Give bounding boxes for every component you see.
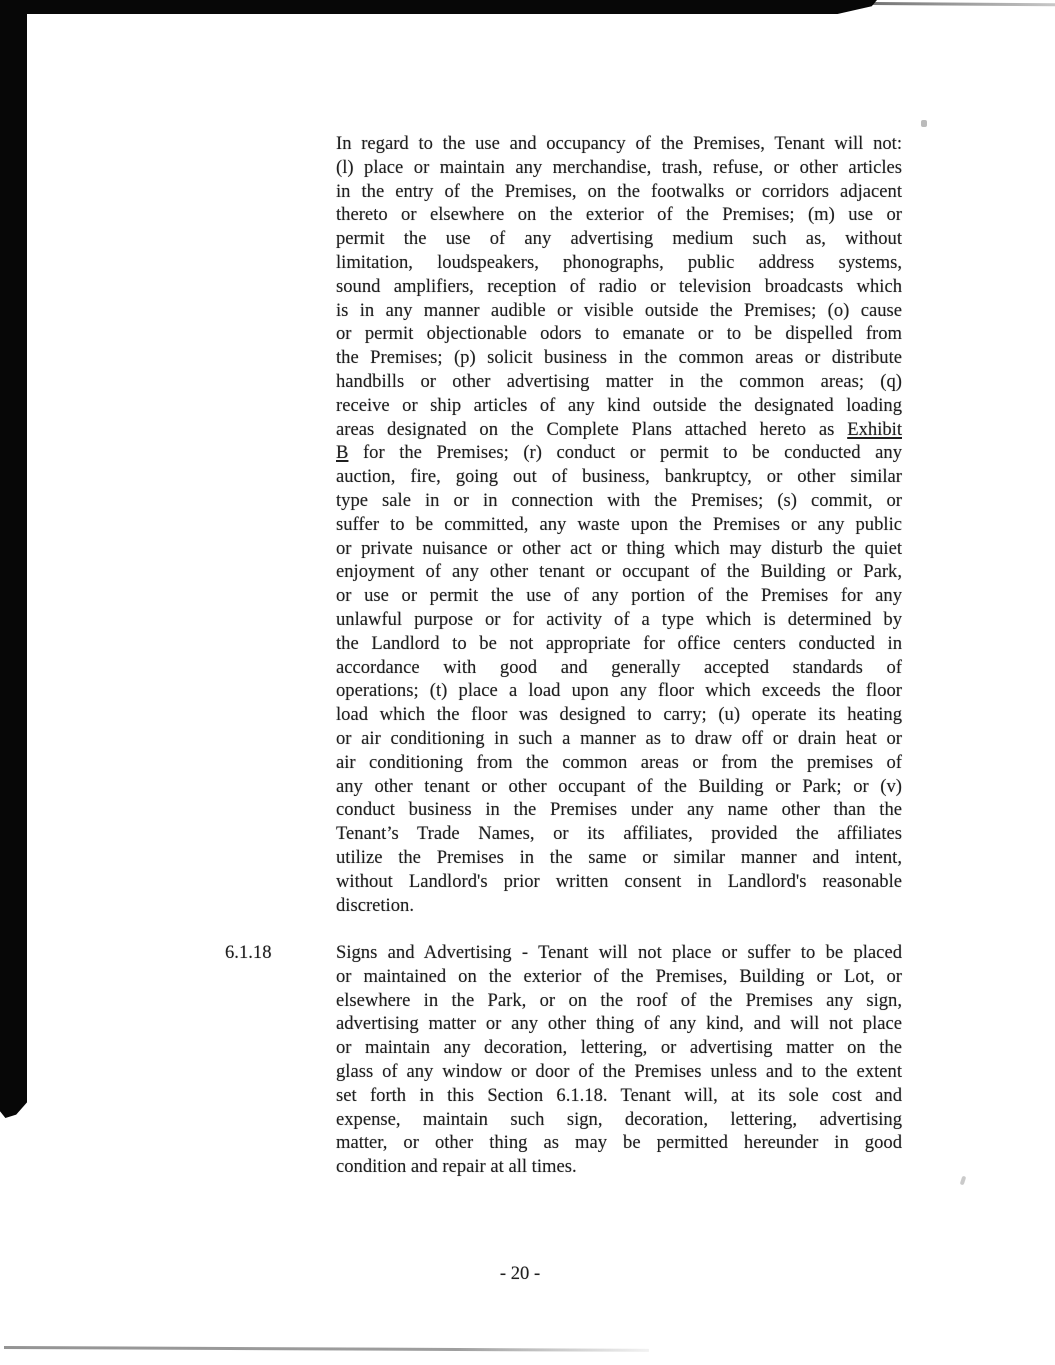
text-line: the Premises; (p) solicit business in the common areas or distribute: [336, 347, 902, 369]
text-line: load which the floor was designed to carry; (u) operate its heating: [336, 704, 902, 726]
text-line: limitation, loudspeakers, phonographs, public address systems,: [336, 251, 902, 273]
scan-artifact-top-edge-bar: [0, 0, 877, 14]
text-line: conduct business in the Premises under any name other than the: [336, 799, 902, 821]
scan-artifact-speck: [921, 120, 927, 127]
text-line: areas designated on the Complete Plans attached hereto as Exhibit: [336, 418, 902, 440]
text-line: matter, or other thing as may be permitted hereunder in good: [336, 1132, 902, 1154]
text-line: air conditioning from the common areas or from the premises of: [336, 751, 902, 773]
text-line: auction, fire, going out of business, bankruptcy, or other similar: [336, 466, 902, 488]
text-line: the Landlord to be not appropriate for office centers conducted in: [336, 632, 902, 654]
text-line: or maintain any decoration, lettering, or advertising matter on the: [336, 1037, 902, 1059]
text-line: elsewhere in the Park, or on the roof of the Premises any sign,: [336, 989, 902, 1011]
text-line: type sale in or in connection with the Premises; (s) commit, or: [336, 489, 902, 511]
text-line: Signs and Advertising - Tenant will not place or suffer to be placed: [336, 942, 902, 963]
text-line: (l) place or maintain any merchandise, trash, refuse, or other articles: [336, 156, 902, 178]
text-line: expense, maintain such sign, decoration, lettering, advertising: [336, 1108, 902, 1130]
text-line: In regard to the use and occupancy of the Premises, Tenant will not:: [336, 133, 902, 154]
text-line: Tenant’s Trade Names, or its affiliates, provided the affiliates: [336, 823, 902, 845]
text-line: set forth in this Section 6.1.18. Tenant will, at its sole cost and: [336, 1084, 902, 1106]
text-line: without Landlord's prior written consent in Landlord's reasonable: [336, 870, 902, 892]
text-line: utilize the Premises in the same or similar manner and intent,: [336, 846, 902, 868]
signs-and-advertising-paragraph: [336, 941, 902, 1179]
text-line: B for the Premises; (r) conduct or permit to be conducted any: [336, 442, 902, 464]
use-and-occupancy-paragraph: [336, 132, 902, 917]
text-line: condition and repair at all times.: [336, 1156, 577, 1178]
text-line: or permit objectionable odors to emanate or to be dispelled from: [336, 323, 902, 345]
underlined-text: Exhibit: [847, 418, 902, 440]
text-line: accordance with good and generally accepted standards of: [336, 656, 902, 678]
text-line: or private nuisance or other act or thing which may disturb the quiet: [336, 537, 902, 559]
text-line: operations; (t) place a load upon any floor which exceeds the floor: [336, 680, 902, 702]
scan-artifact-bottom-line: [4, 1346, 649, 1351]
text-line: in the entry of the Premises, on the footwalks or corridors adjacent: [336, 180, 902, 202]
scan-artifact-top-right-line: [872, 2, 1055, 6]
text-line: unlawful purpose or for activity of a type which is determined by: [336, 608, 902, 630]
text-line: or use or permit the use of any portion of the Premises for any: [336, 585, 902, 607]
text-line: suffer to be committed, any waste upon the Premises or any public: [336, 513, 902, 535]
text-line: thereto or elsewhere on the exterior of the Premises; (m) use or: [336, 204, 902, 226]
text-line: advertising matter or any other thing of any kind, and will not place: [336, 1013, 902, 1035]
underlined-text: B: [336, 442, 349, 464]
text-line: sound amplifiers, reception of radio or television broadcasts which: [336, 275, 902, 297]
text-line: or air conditioning in such a manner as to draw off or drain heat or: [336, 727, 902, 749]
text-line: or maintained on the exterior of the Premises, Building or Lot, or: [336, 965, 902, 987]
scan-artifact-left-edge-bar: [0, 0, 27, 1118]
text-line: is in any manner audible or visible outside the Premises; (o) cause: [336, 299, 902, 321]
text-line: any other tenant or other occupant of the Building or Park; or (v): [336, 775, 902, 797]
text-line: receive or ship articles of any kind outside the designated loading: [336, 394, 902, 416]
text-line: discretion.: [336, 894, 414, 916]
scan-artifact-speck: [960, 1176, 967, 1186]
text-line: glass of any window or door of the Premises unless and to the extent: [336, 1060, 902, 1082]
text-line: handbills or other advertising matter in the common areas; (q): [336, 370, 902, 392]
page-number: - 20 -: [499, 1263, 541, 1284]
text-line: permit the use of any advertising medium such as, without: [336, 228, 902, 250]
section-number: 6.1.18: [225, 942, 272, 963]
text-line: enjoyment of any other tenant or occupant of the Building or Park,: [336, 561, 902, 583]
